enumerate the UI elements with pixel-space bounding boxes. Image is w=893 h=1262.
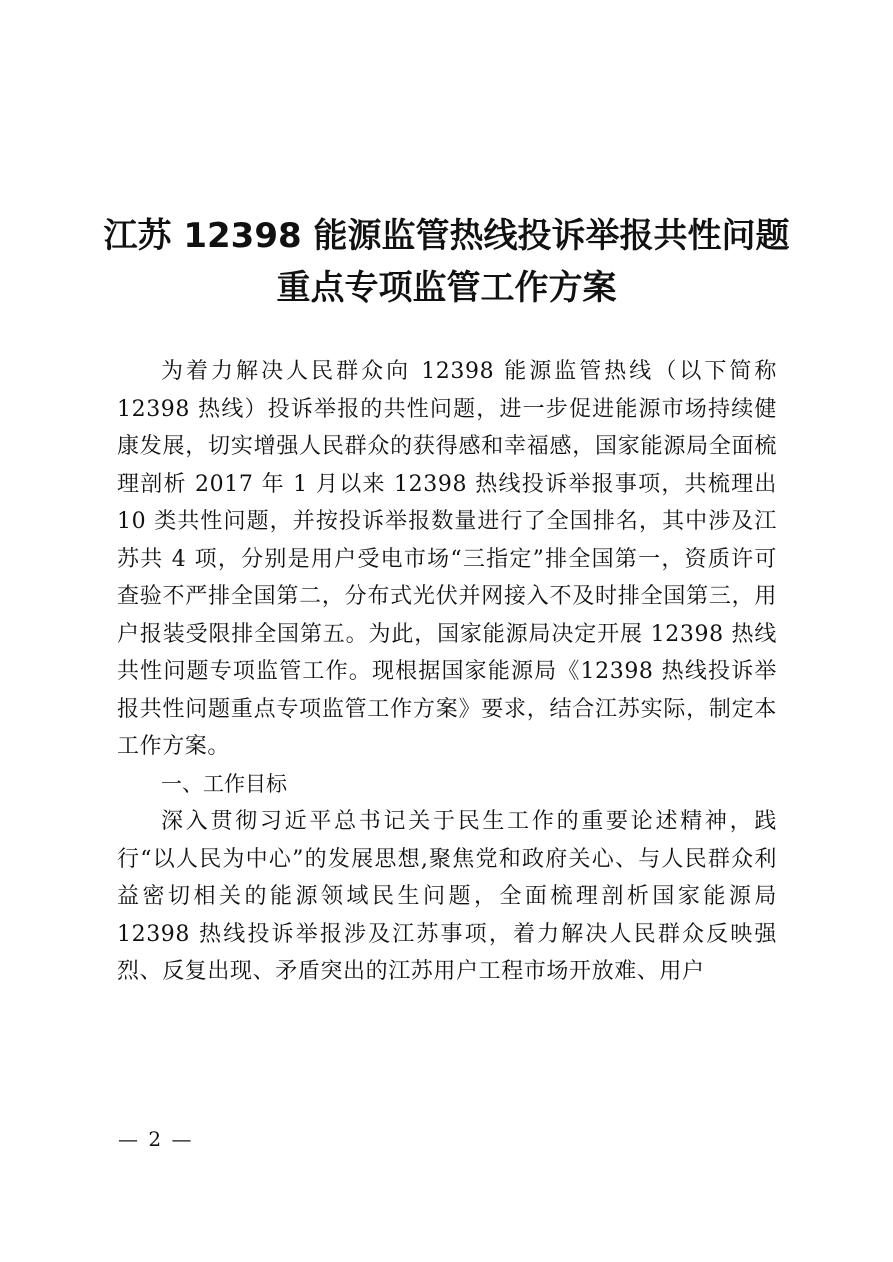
title-line-2: 重点专项监管工作方案 [276,268,617,308]
document-body [117,353,777,991]
title-line-1: 江苏 12398 能源监管热线投诉举报共性问题 [103,216,790,256]
section-heading-work-goals: 一、工作目标 [161,771,287,796]
document-title [0,210,893,314]
goals-paragraph: 深入贯彻习近平总书记关于民生工作的重要论述精神，践行“以人民为中心”的发展思想,聚焦党和政府关心、与人民群众利益密切相关的能源领域民生问题，全面梳理剖析国家能源局 12398 热线投诉举报涉及江苏事项，着力解决人民群众反映强烈、反复出现、矛盾突出的江苏用户工程市场开放难、用户 [117,809,777,984]
page-number: — 2 — [118,1127,194,1151]
intro-paragraph: 为着力解决人民群众向 12398 能源监管热线（以下简称12398 热线）投诉举报的共性问题，进一步促进能源市场持续健康发展，切实增强人民群众的获得感和幸福感，国家能源局全面梳理剖析 2017 年 1 月以来 12398 热线投诉举报事项，共梳理出 10 类共性问题，并按投诉举报数量进行了全国排名，其中涉及江苏共 4 项，分别是用户受电市场“三指定”排全国第一，资质许可查验不严排全国第二，分布式光伏并网接入不及时排全国第三，用户报装受限排全国第五。为此，国家能源局决定开展 12398 热线共性问题专项监管工作。现根据国家能源局《12398 热线投诉举报共性问题重点专项监管工作方案》要求，结合江苏实际，制定本工作方案。 [117,359,777,759]
